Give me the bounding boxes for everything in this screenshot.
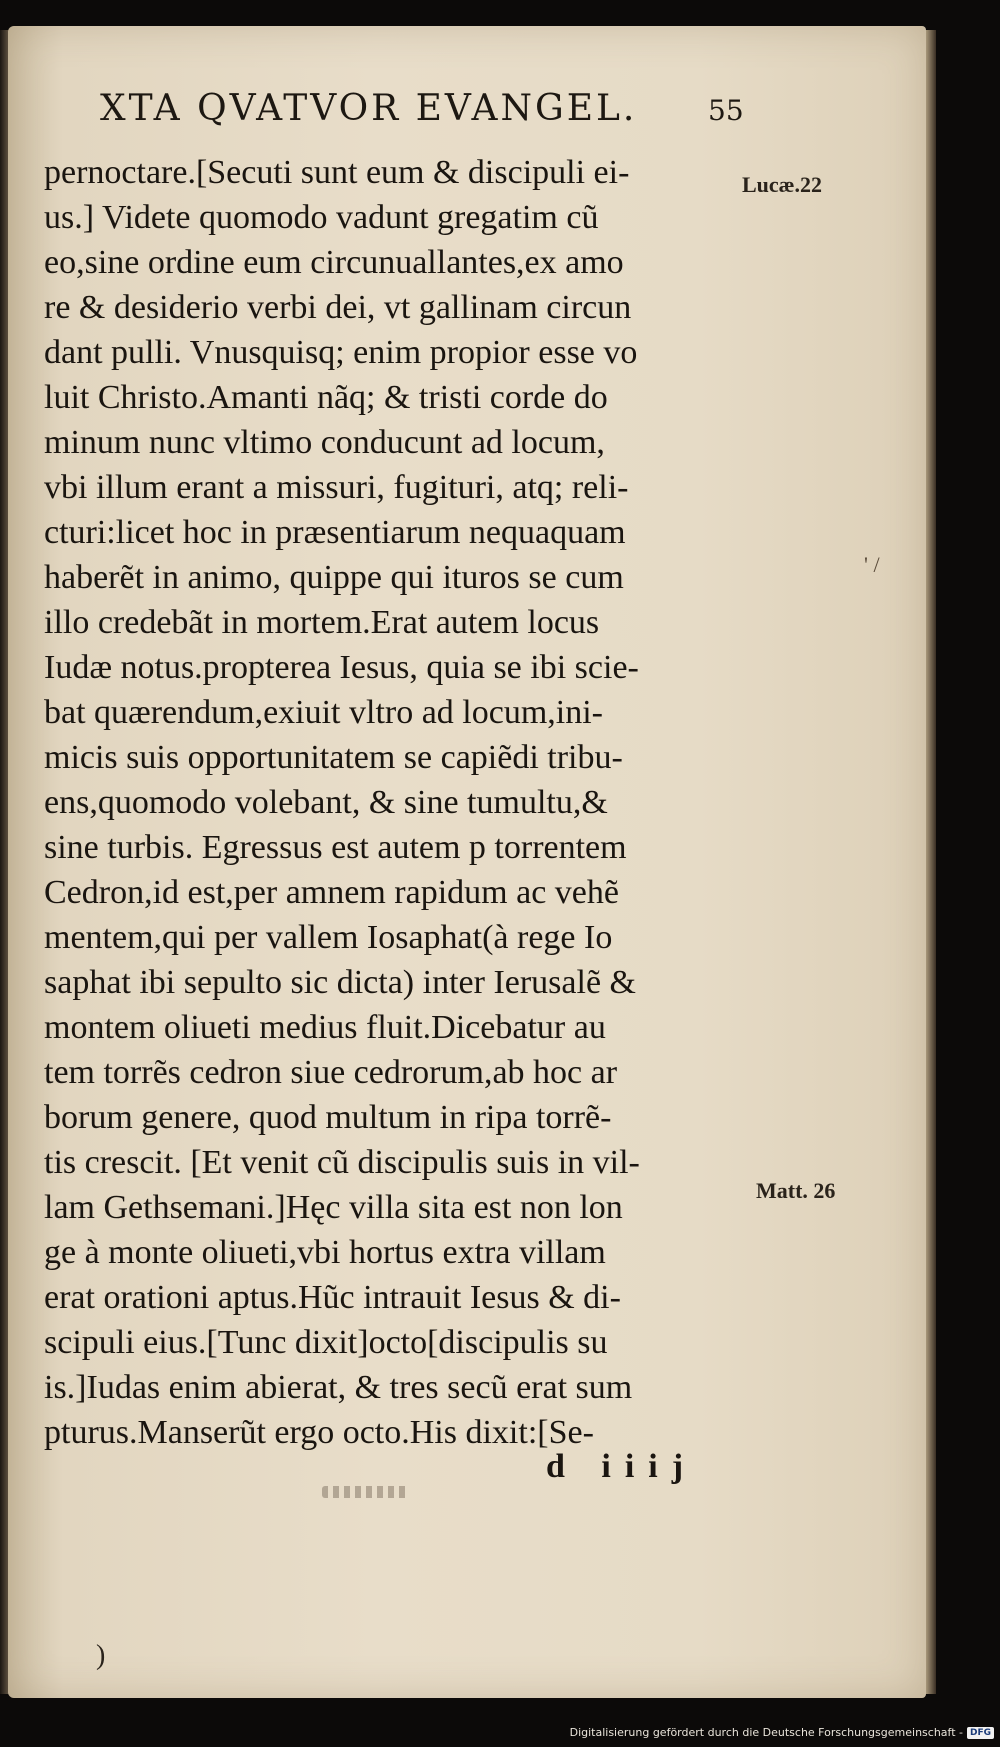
digitization-credit [570, 1725, 994, 1741]
text-line: illo credebãt in mortem.Erat autem locus [44, 604, 600, 641]
text-line: borum genere, quod multum in ripa torrẽ- [44, 1099, 612, 1136]
folio-number: 55 [708, 94, 744, 127]
text-line: sine turbis. Egressus est autem p torrentem [44, 829, 627, 866]
text-line: erat orationi aptus.Hũc intrauit Iesus & di- [44, 1279, 621, 1316]
stray-ink-mark: ' / [864, 552, 880, 577]
page-edge [926, 30, 936, 1694]
credit-text: Digitalisierung gefördert durch die Deutsche Forschungsgemeinschaft - [569, 1726, 963, 1739]
body-text [44, 150, 744, 1455]
text-line: saphat ibi sepulto sic dicta) inter Ierusalẽ & [44, 964, 636, 1001]
text-line: cturi:licet hoc in præsentiarum nequaquam [44, 514, 626, 551]
text-line: dant pulli. Vnusquisq; enim propior esse vo [44, 334, 638, 371]
text-line: ens,quomodo volebant, & sine tumultu,& [44, 784, 608, 821]
text-line: montem oliueti medius fluit.Dicebatur au [44, 1009, 606, 1046]
dfg-logo: DFG [967, 1727, 994, 1739]
text-line: is.]Iudas enim abierat, & tres secũ erat sum [44, 1369, 633, 1406]
text-line: luit Christo.Amanti nãq; & tristi corde do [44, 379, 608, 416]
text-line: haberẽt in animo, quippe qui ituros se cum [44, 559, 624, 596]
text-line: us.] Videte quomodo vadunt gregatim cũ [44, 199, 599, 236]
running-head: XTA QVATVOR EVANGEL. [100, 88, 638, 129]
text-line: mentem,qui per vallem Iosaphat(à rege Io [44, 919, 613, 956]
ink-smudge [322, 1486, 408, 1498]
margin-note-lucae: Lucæ.22 [742, 172, 823, 197]
text-line: Iudæ notus.propterea Iesus, quia se ibi scie- [44, 649, 639, 686]
handwritten-mark: ) [96, 1640, 106, 1671]
text-line: vbi illum erant a missuri, fugituri, atq; reli- [44, 469, 629, 506]
text-line: micis suis opportunitatem se capiẽdi tribu- [44, 739, 623, 776]
text-line: tem torrẽs cedron siue cedrorum,ab hoc ar [44, 1054, 618, 1091]
text-line: scipuli eius.[Tunc dixit]octo[discipulis su [44, 1324, 608, 1361]
text-line: ge à monte oliueti,vbi hortus extra villam [44, 1234, 606, 1271]
margin-note-matthew: Matt. 26 [756, 1178, 836, 1203]
text-line: re & desiderio verbi dei, vt gallinam circun [44, 289, 632, 326]
text-line: pturus.Manserũt ergo octo.His dixit:[Se- [44, 1414, 594, 1451]
text-line: Cedron,id est,per amnem rapidum ac vehẽ [44, 874, 619, 911]
text-line: pernoctare.[Secuti sunt eum & discipuli ei- [44, 154, 630, 191]
text-line: bat quærendum,exiuit vltro ad locum,ini- [44, 694, 604, 731]
text-line: eo,sine ordine eum circunuallantes,ex amo [44, 244, 624, 281]
signature-mark: d iiij [546, 1448, 698, 1485]
text-line: lam Gethsemani.]Hęc villa sita est non lon [44, 1189, 623, 1226]
text-line: minum nunc vltimo conducunt ad locum, [44, 424, 605, 461]
text-line: tis crescit. [Et venit cũ discipulis suis in vil- [44, 1144, 640, 1181]
